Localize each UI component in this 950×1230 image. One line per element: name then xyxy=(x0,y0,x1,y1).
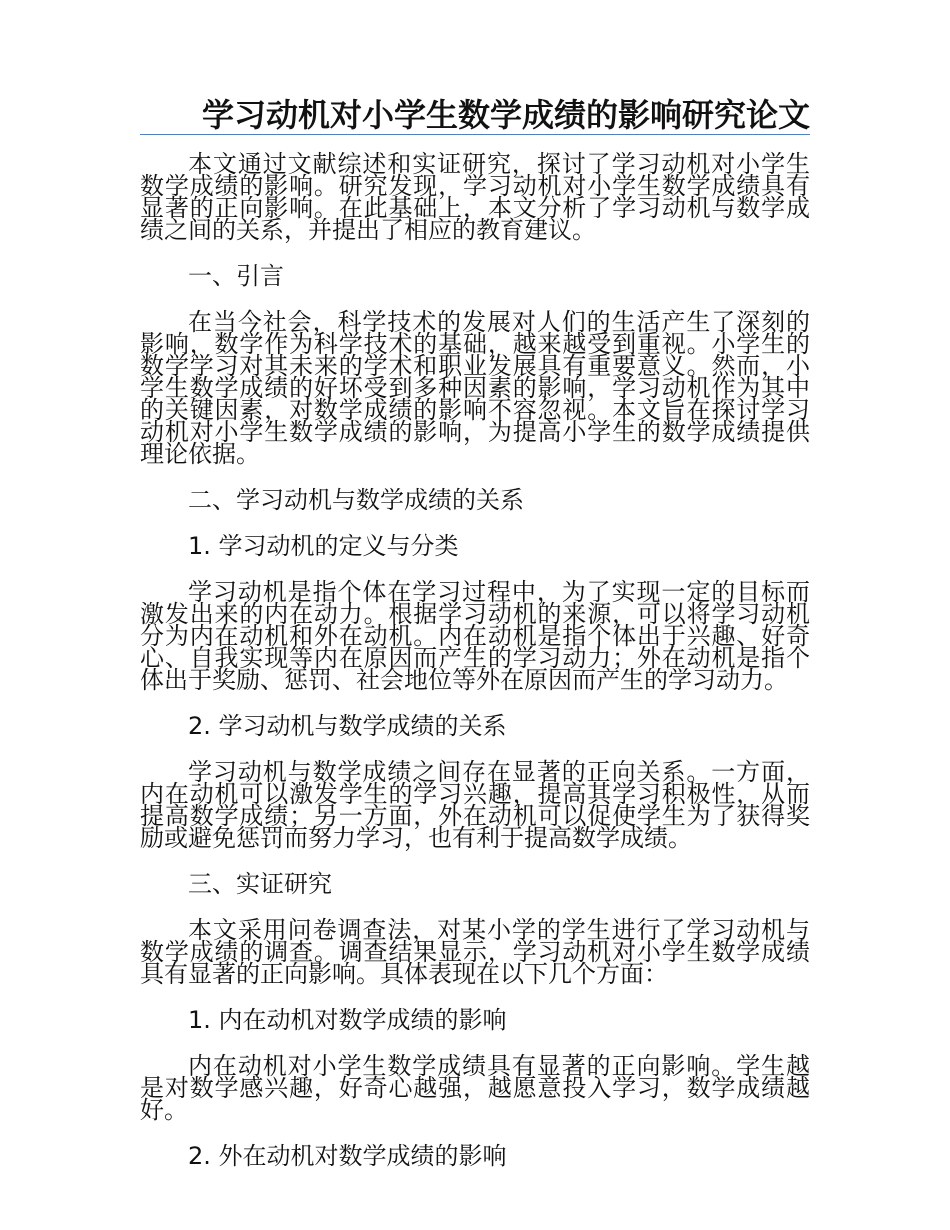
section-heading-intro: 一、引言 xyxy=(188,262,284,290)
subsection-heading-relation: 2. 学习动机与数学成绩的关系 xyxy=(188,712,507,740)
section-heading-relationship: 二、学习动机与数学成绩的关系 xyxy=(188,486,524,514)
subsection-heading-intrinsic: 1. 内在动机对数学成绩的影响 xyxy=(188,1006,507,1034)
abstract-paragraph: 本文通过文献综述和实证研究，探讨了学习动机对小学生数学成绩的影响。研究发现，学习动机对小学生数学成绩具有显著的正向影响。在此基础上，本文分析了学习动机与数学成绩之间的关系，并提出了相应的教育建议。 xyxy=(140,150,810,244)
section-heading-empirical: 三、实证研究 xyxy=(188,870,332,898)
empirical-paragraph: 本文采用问卷调查法，对某小学的学生进行了学习动机与数学成绩的调查。调查结果显示，学习动机对小学生数学成绩具有显著的正向影响。具体表现在以下几个方面： xyxy=(140,916,810,988)
subsection-heading-extrinsic: 2. 外在动机对数学成绩的影响 xyxy=(188,1142,507,1170)
intro-paragraph: 在当今社会，科学技术的发展对人们的生活产生了深刻的影响，数学作为科学技术的基础，越来越受到重视。小学生的数学学习对其未来的学术和职业发展具有重要意义。然而，小学生数学成绩的好坏受到多种因素的影响，学习动机作为其中的关键因素，对数学成绩的影响不容忽视。本文旨在探讨学习动机对小学生数学成绩的影响，为提高小学生的数学成绩提供理论依据。 xyxy=(140,308,810,468)
intrinsic-paragraph: 内在动机对小学生数学成绩具有显著的正向影响。学生越是对数学感兴趣，好奇心越强，越愿意投入学习，数学成绩越好。 xyxy=(140,1052,810,1124)
definition-paragraph: 学习动机是指个体在学习过程中，为了实现一定的目标而激发出来的内在动力。根据学习动机的来源，可以将学习动机分为内在动机和外在动机。内在动机是指个体出于兴趣、好奇心、自我实现等内在原因而产生的学习动力；外在动机是指个体出于奖励、惩罚、社会地位等外在原因而产生的学习动力。 xyxy=(140,578,810,694)
document-body xyxy=(140,96,810,1170)
relation-paragraph: 学习动机与数学成绩之间存在显著的正向关系。一方面，内在动机可以激发学生的学习兴趣，提高其学习积极性，从而提高数学成绩；另一方面，外在动机可以促使学生为了获得奖励或避免惩罚而努力学习，也有利于提高数学成绩。 xyxy=(140,758,810,852)
subsection-heading-definition: 1. 学习动机的定义与分类 xyxy=(188,532,459,560)
document-title: 学习动机对小学生数学成绩的影响研究论文 xyxy=(140,100,810,135)
